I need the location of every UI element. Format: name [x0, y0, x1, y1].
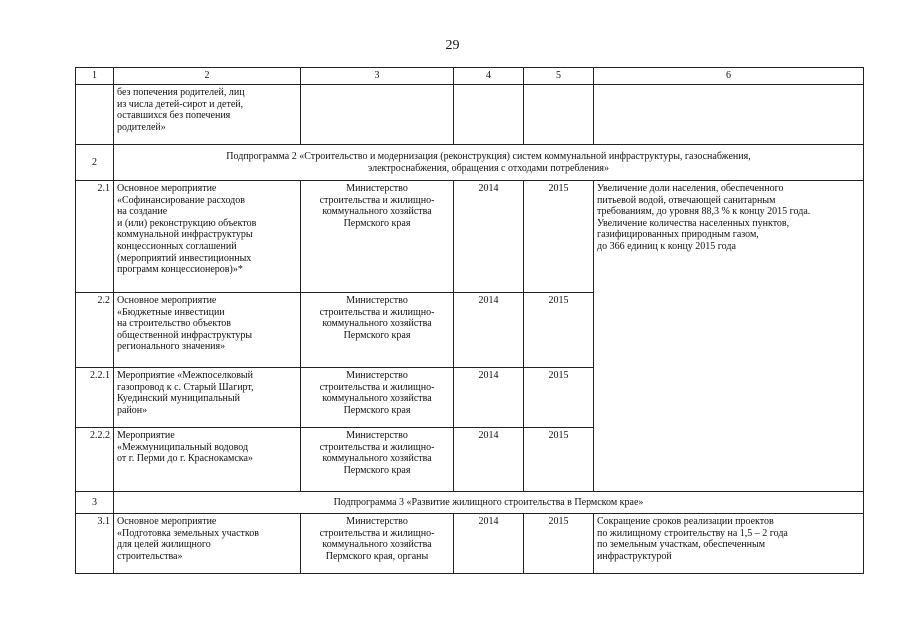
item-number: 2.2.1 [76, 368, 114, 428]
subprogram-row [76, 145, 864, 181]
item-number: 2.2 [76, 293, 114, 368]
subprogram-title: Подпрограмма 3 «Развитие жилищного строительства в Пермском крае» [114, 492, 864, 514]
item-number [76, 85, 114, 145]
item-number: 2.1 [76, 181, 114, 293]
end-year: 2015 [524, 181, 594, 293]
table-row [76, 85, 864, 145]
column-number: 1 [76, 68, 114, 85]
expected-result: Сокращение сроков реализации проектов по жилищному строительству на 1,5 – 2 года по земельным участкам, обеспеченным инфраструктурой [594, 514, 864, 574]
start-year [454, 85, 524, 145]
column-number: 3 [301, 68, 454, 85]
program-table [75, 67, 864, 574]
activity-name: Основное мероприятие «Софинансирование расходов на создание и (или) реконструкцию объектов коммунальной инфраструктуры концессионных соглашений (мероприятий инвестиционных программ концессионеров)»* [114, 181, 301, 293]
activity-name: без попечения родителей, лиц из числа детей-сирот и детей, оставшихся без попечения родителей» [114, 85, 301, 145]
end-year: 2015 [524, 368, 594, 428]
end-year: 2015 [524, 514, 594, 574]
column-number: 4 [454, 68, 524, 85]
table-row [76, 181, 864, 293]
activity-name: Основное мероприятие «Подготовка земельных участков для целей жилищного строительства» [114, 514, 301, 574]
end-year: 2015 [524, 293, 594, 368]
executor: Министерство строительства и жилищно- коммунального хозяйства Пермского края, органы [301, 514, 454, 574]
start-year: 2014 [454, 514, 524, 574]
column-number: 5 [524, 68, 594, 85]
executor: Министерство строительства и жилищно- коммунального хозяйства Пермского края [301, 181, 454, 293]
subprogram-row [76, 492, 864, 514]
table-row [76, 514, 864, 574]
expected-result [594, 85, 864, 145]
start-year: 2014 [454, 181, 524, 293]
end-year: 2015 [524, 428, 594, 492]
executor: Министерство строительства и жилищно- коммунального хозяйства Пермского края [301, 428, 454, 492]
end-year [524, 85, 594, 145]
executor: Министерство строительства и жилищно- коммунального хозяйства Пермского края [301, 293, 454, 368]
column-number-row [76, 68, 864, 85]
start-year: 2014 [454, 428, 524, 492]
item-number: 3.1 [76, 514, 114, 574]
activity-name: Мероприятие «Межпоселковый газопровод к с. Старый Шагирт, Куединский муниципальный район» [114, 368, 301, 428]
executor: Министерство строительства и жилищно- коммунального хозяйства Пермского края [301, 368, 454, 428]
item-number: 3 [76, 492, 114, 514]
column-number: 6 [594, 68, 864, 85]
activity-name: Мероприятие «Межмуниципальный водовод от г. Перми до г. Краснокамска» [114, 428, 301, 492]
item-number: 2.2.2 [76, 428, 114, 492]
item-number: 2 [76, 145, 114, 181]
subprogram-title: Подпрограмма 2 «Строительство и модернизация (реконструкция) систем коммунальной инфраструктуры, газоснабжения, электроснабжения, обращения с отходами потребления» [114, 145, 864, 181]
start-year: 2014 [454, 368, 524, 428]
page-number: 29 [445, 38, 460, 53]
column-number: 2 [114, 68, 301, 85]
executor [301, 85, 454, 145]
activity-name: Основное мероприятие «Бюджетные инвестиции на строительство объектов общественной инфраструктуры регионального значения» [114, 293, 301, 368]
start-year: 2014 [454, 293, 524, 368]
expected-result: Увеличение доли населения, обеспеченного питьевой водой, отвечающей санитарным требованиям, до уровня 88,3 % к концу 2015 года. Увеличение количества населенных пунктов, газифицированных природным газом, до 366 единиц к концу 2015 года [594, 181, 864, 492]
